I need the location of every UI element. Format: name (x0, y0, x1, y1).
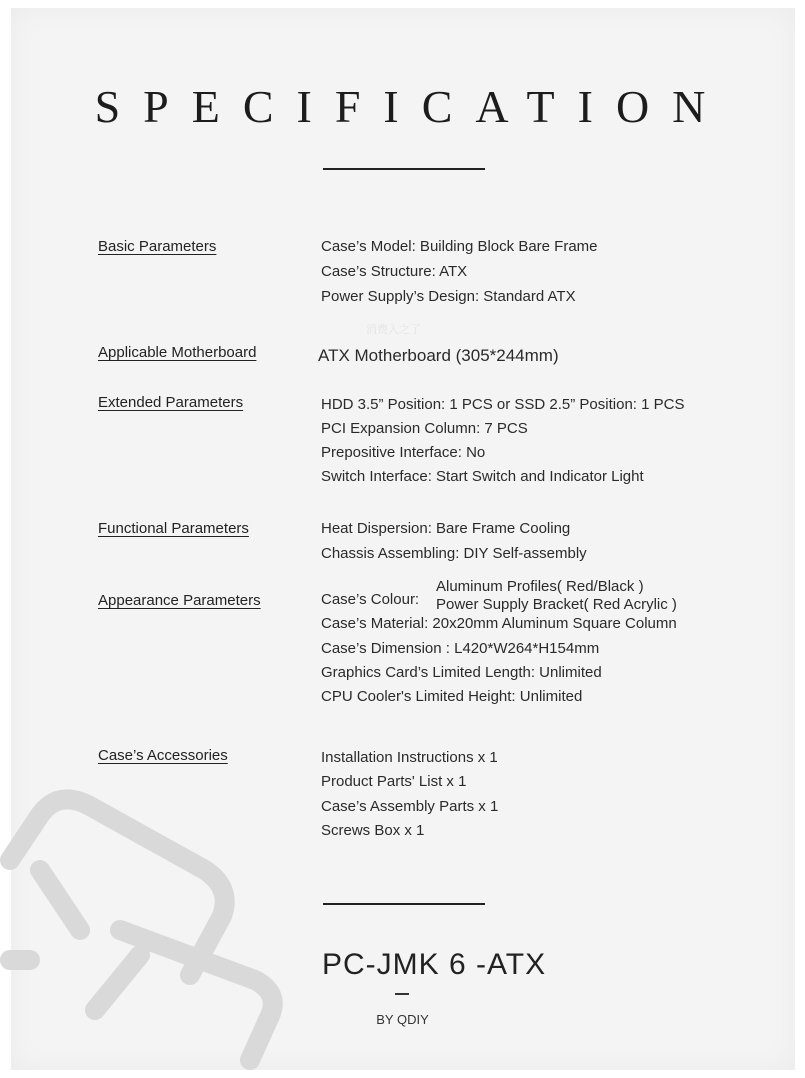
spec-row: HDD 3.5” Position: 1 PCS or SSD 2.5” Position: 1 PCS (321, 396, 685, 413)
title-divider (323, 168, 485, 170)
page-title: SPECIFICATION (94, 81, 729, 132)
category-appearance-parameters: Appearance Parameters (98, 592, 261, 609)
spec-row: Case’s Assembly Parts x 1 (321, 798, 499, 815)
spec-row: CPU Cooler's Limited Height: Unlimited (321, 688, 583, 705)
spec-row: Case’s Dimension : L420*W264*H154mm (321, 640, 600, 657)
brand-byline: BY QDIY (376, 1012, 429, 1027)
colour-label: Case’s Colour: (321, 591, 420, 608)
spec-row: ATX Motherboard (305*244mm) (318, 346, 559, 365)
colour-value: Power Supply Bracket( Red Acrylic ) (436, 596, 677, 613)
faint-watermark-text: 消费入之了 (366, 324, 421, 336)
spec-row: Heat Dispersion: Bare Frame Cooling (321, 520, 571, 537)
category-applicable-motherboard: Applicable Motherboard (98, 344, 257, 361)
spec-row: Power Supply’s Design: Standard ATX (321, 288, 576, 305)
model-dash-mark (395, 993, 409, 995)
spec-row: Chassis Assembling: DIY Self-assembly (321, 545, 587, 562)
spec-row: Graphics Card’s Limited Length: Unlimited (321, 664, 602, 681)
spec-row: Case’s Structure: ATX (321, 263, 468, 280)
colour-values (436, 578, 677, 614)
spec-row: Product Parts' List x 1 (321, 773, 467, 790)
category-case-accessories: Case’s Accessories (98, 747, 228, 764)
spec-row: Switch Interface: Start Switch and Indicator Light (321, 468, 644, 485)
category-extended-parameters: Extended Parameters (98, 394, 244, 411)
colour-value: Aluminum Profiles( Red/Black ) (436, 578, 644, 595)
model-name: PC-JMK 6 -ATX (322, 948, 547, 981)
footer-divider (323, 903, 485, 905)
spec-row: Prepositive Interface: No (321, 444, 486, 461)
spec-row: Case’s Material: 20x20mm Aluminum Square Column (321, 615, 677, 632)
spec-row: PCI Expansion Column: 7 PCS (321, 420, 528, 437)
spec-row: Installation Instructions x 1 (321, 749, 498, 766)
category-functional-parameters: Functional Parameters (98, 520, 249, 537)
category-basic-parameters: Basic Parameters (98, 238, 217, 255)
spec-row: Screws Box x 1 (321, 822, 425, 839)
spec-row: Case’s Model: Building Block Bare Frame (321, 238, 598, 255)
